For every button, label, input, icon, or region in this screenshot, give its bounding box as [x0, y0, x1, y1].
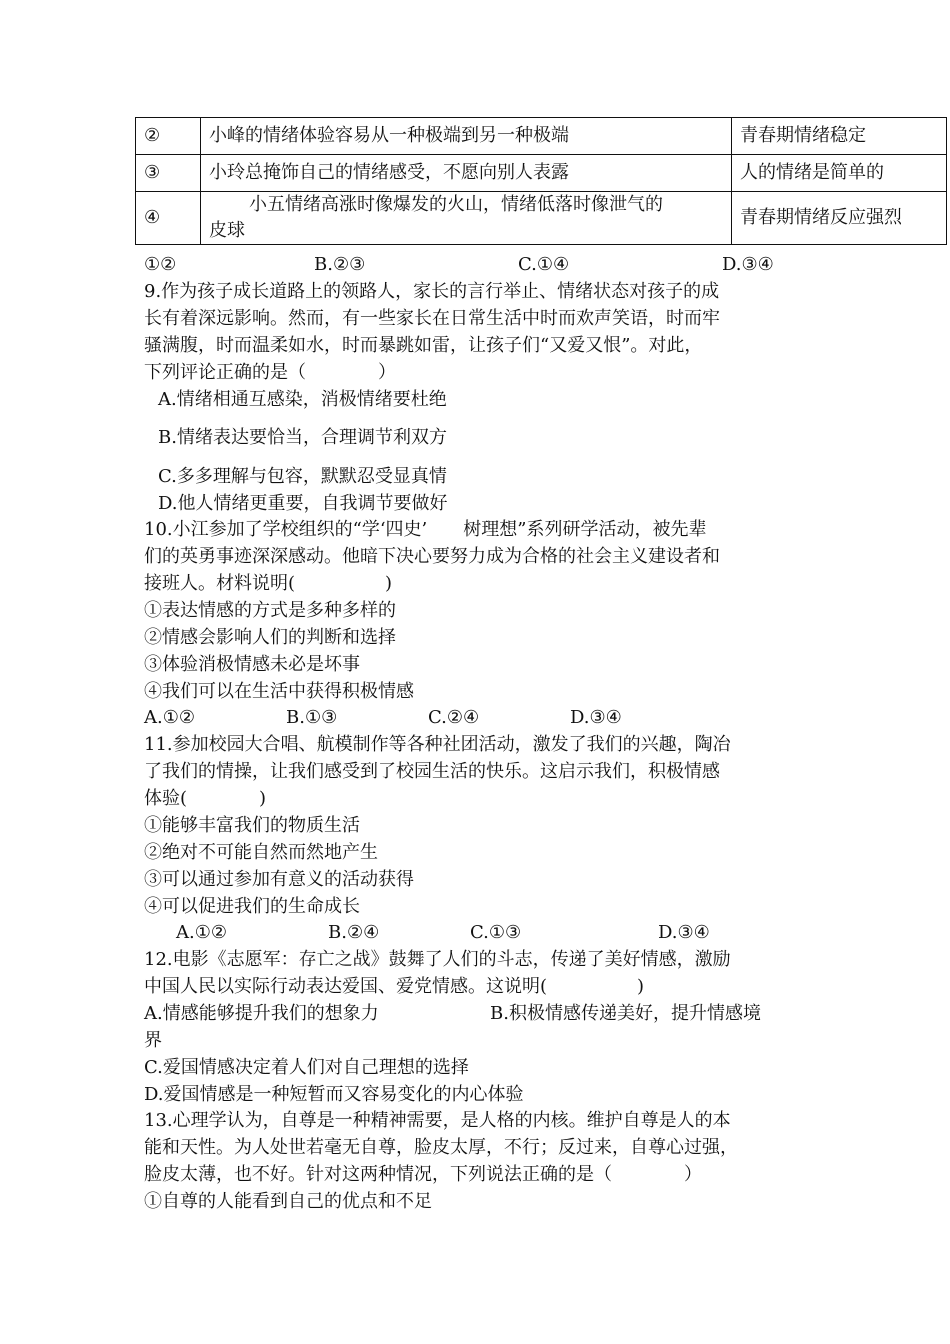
q12-option-b: B.积极情感传递美好，提升情感境 [490, 1003, 761, 1024]
q12-option-c: C.爱国情感决定着人们对自己理想的选择 [144, 1057, 469, 1078]
q9-stem-line: 9.作为孩子成长道路上的领路人，家长的言行举止、情绪状态对孩子的成 [144, 281, 720, 302]
row-description-line1: 小五情绪高涨时像爆发的火山，情绪低落时像泄气的 [249, 194, 663, 215]
q8-option-c: C.①④ [518, 254, 570, 275]
q9-option-a: A.情绪相通互感染，消极情绪要杜绝 [158, 389, 447, 410]
q11-option-c: C.①③ [470, 922, 522, 943]
q10-stem-line: 们的英勇事迹深深感动。他暗下决心要努力成为合格的社会主义建设者和 [144, 546, 720, 567]
question-8-table [135, 117, 947, 245]
row-description: 小玲总掩饰自己的情绪感受，不愿向别人表露 [201, 155, 732, 192]
table-row [136, 118, 947, 155]
q9-option-d: D.他人情绪更重要，自我调节要做好 [158, 493, 448, 514]
q10-stem-line: 接班人。材料说明( ) [144, 573, 393, 594]
q11-stem-line: 了我们的情操，让我们感受到了校园生活的快乐。这启示我们，积极情感 [144, 761, 720, 782]
q11-option-b: B.②④ [328, 922, 380, 943]
q9-option-c: C.多多理解与包容，默默忍受显真情 [158, 466, 447, 487]
q10-item: ④我们可以在生活中获得积极情感 [144, 681, 414, 702]
q10-option-a: A.①② [144, 707, 195, 728]
q13-item: ①自尊的人能看到自己的优点和不足 [144, 1191, 432, 1212]
q13-stem-line: 13.心理学认为，自尊是一种精神需要，是人格的内核。维护自尊是人的本 [144, 1110, 731, 1131]
q11-stem-line: 11.参加校园大合唱、航模制作等各种社团活动，激发了我们的兴趣，陶冶 [144, 734, 731, 755]
q11-item: ③可以通过参加有意义的活动获得 [144, 869, 414, 890]
q10-item: ③体验消极情感未必是坏事 [144, 654, 360, 675]
q12-stem-line: 中国人民以实际行动表达爱国、爱党情感。这说明( ) [144, 976, 645, 997]
row-description [201, 192, 732, 245]
q12-option-a: A.情感能够提升我们的想象力 [144, 1003, 379, 1024]
q11-option-d: D.③④ [658, 922, 710, 943]
row-number: ④ [136, 192, 201, 245]
q10-item: ②情感会影响人们的判断和选择 [144, 627, 396, 648]
row-number: ③ [136, 155, 201, 192]
q9-stem-line: 长有着深远影响。然而，有一些家长在日常生活中时而欢声笑语，时而牢 [144, 308, 720, 329]
q10-option-b: B.①③ [286, 707, 338, 728]
row-description-line2: 皮球 [209, 220, 245, 241]
q12-stem-line: 12.电影《志愿军：存亡之战》鼓舞了人们的斗志，传递了美好情感，激励 [144, 949, 731, 970]
q8-option-b: B.②③ [314, 254, 366, 275]
q11-stem-line: 体验( ) [144, 788, 267, 809]
q11-option-a: A.①② [176, 922, 227, 943]
table-row [136, 192, 947, 245]
q13-stem-line: 能和天性。为人处世若毫无自尊，脸皮太厚，不行；反过来，自尊心过强， [144, 1137, 738, 1158]
row-conclusion: 青春期情绪反应强烈 [732, 192, 947, 245]
q12-option-d: D.爱国情感是一种短暂而又容易变化的内心体验 [144, 1084, 524, 1105]
q9-stem-line: 下列评论正确的是（ ） [144, 362, 396, 383]
q10-option-d: D.③④ [570, 707, 622, 728]
table-row [136, 155, 947, 192]
q13-stem-line: 脸皮太薄，也不好。针对这两种情况，下列说法正确的是（ ） [144, 1164, 702, 1185]
q11-item: ②绝对不可能自然而然地产生 [144, 842, 378, 863]
q11-item: ①能够丰富我们的物质生活 [144, 815, 360, 836]
row-conclusion: 青春期情绪稳定 [732, 118, 947, 155]
q12-option-b-continued: 界 [144, 1030, 162, 1051]
row-number: ② [136, 118, 201, 155]
q8-option-a: ①② [144, 254, 177, 275]
q10-item: ①表达情感的方式是多种多样的 [144, 600, 396, 621]
q10-option-c: C.②④ [428, 707, 480, 728]
q9-stem-line: 骚满腹，时而温柔如水，时而暴跳如雷，让孩子们“又爱又恨”。对此， [144, 335, 703, 356]
q9-option-b: B.情绪表达要恰当，合理调节利双方 [158, 427, 447, 448]
row-description: 小峰的情绪体验容易从一种极端到另一种极端 [201, 118, 732, 155]
row-conclusion: 人的情绪是简单的 [732, 155, 947, 192]
q11-item: ④可以促进我们的生命成长 [144, 896, 360, 917]
q8-option-d: D.③④ [722, 254, 774, 275]
q10-stem-line: 10.小江参加了学校组织的“学‘四史’ 树理想”系列研学活动，被先辈 [144, 519, 707, 540]
